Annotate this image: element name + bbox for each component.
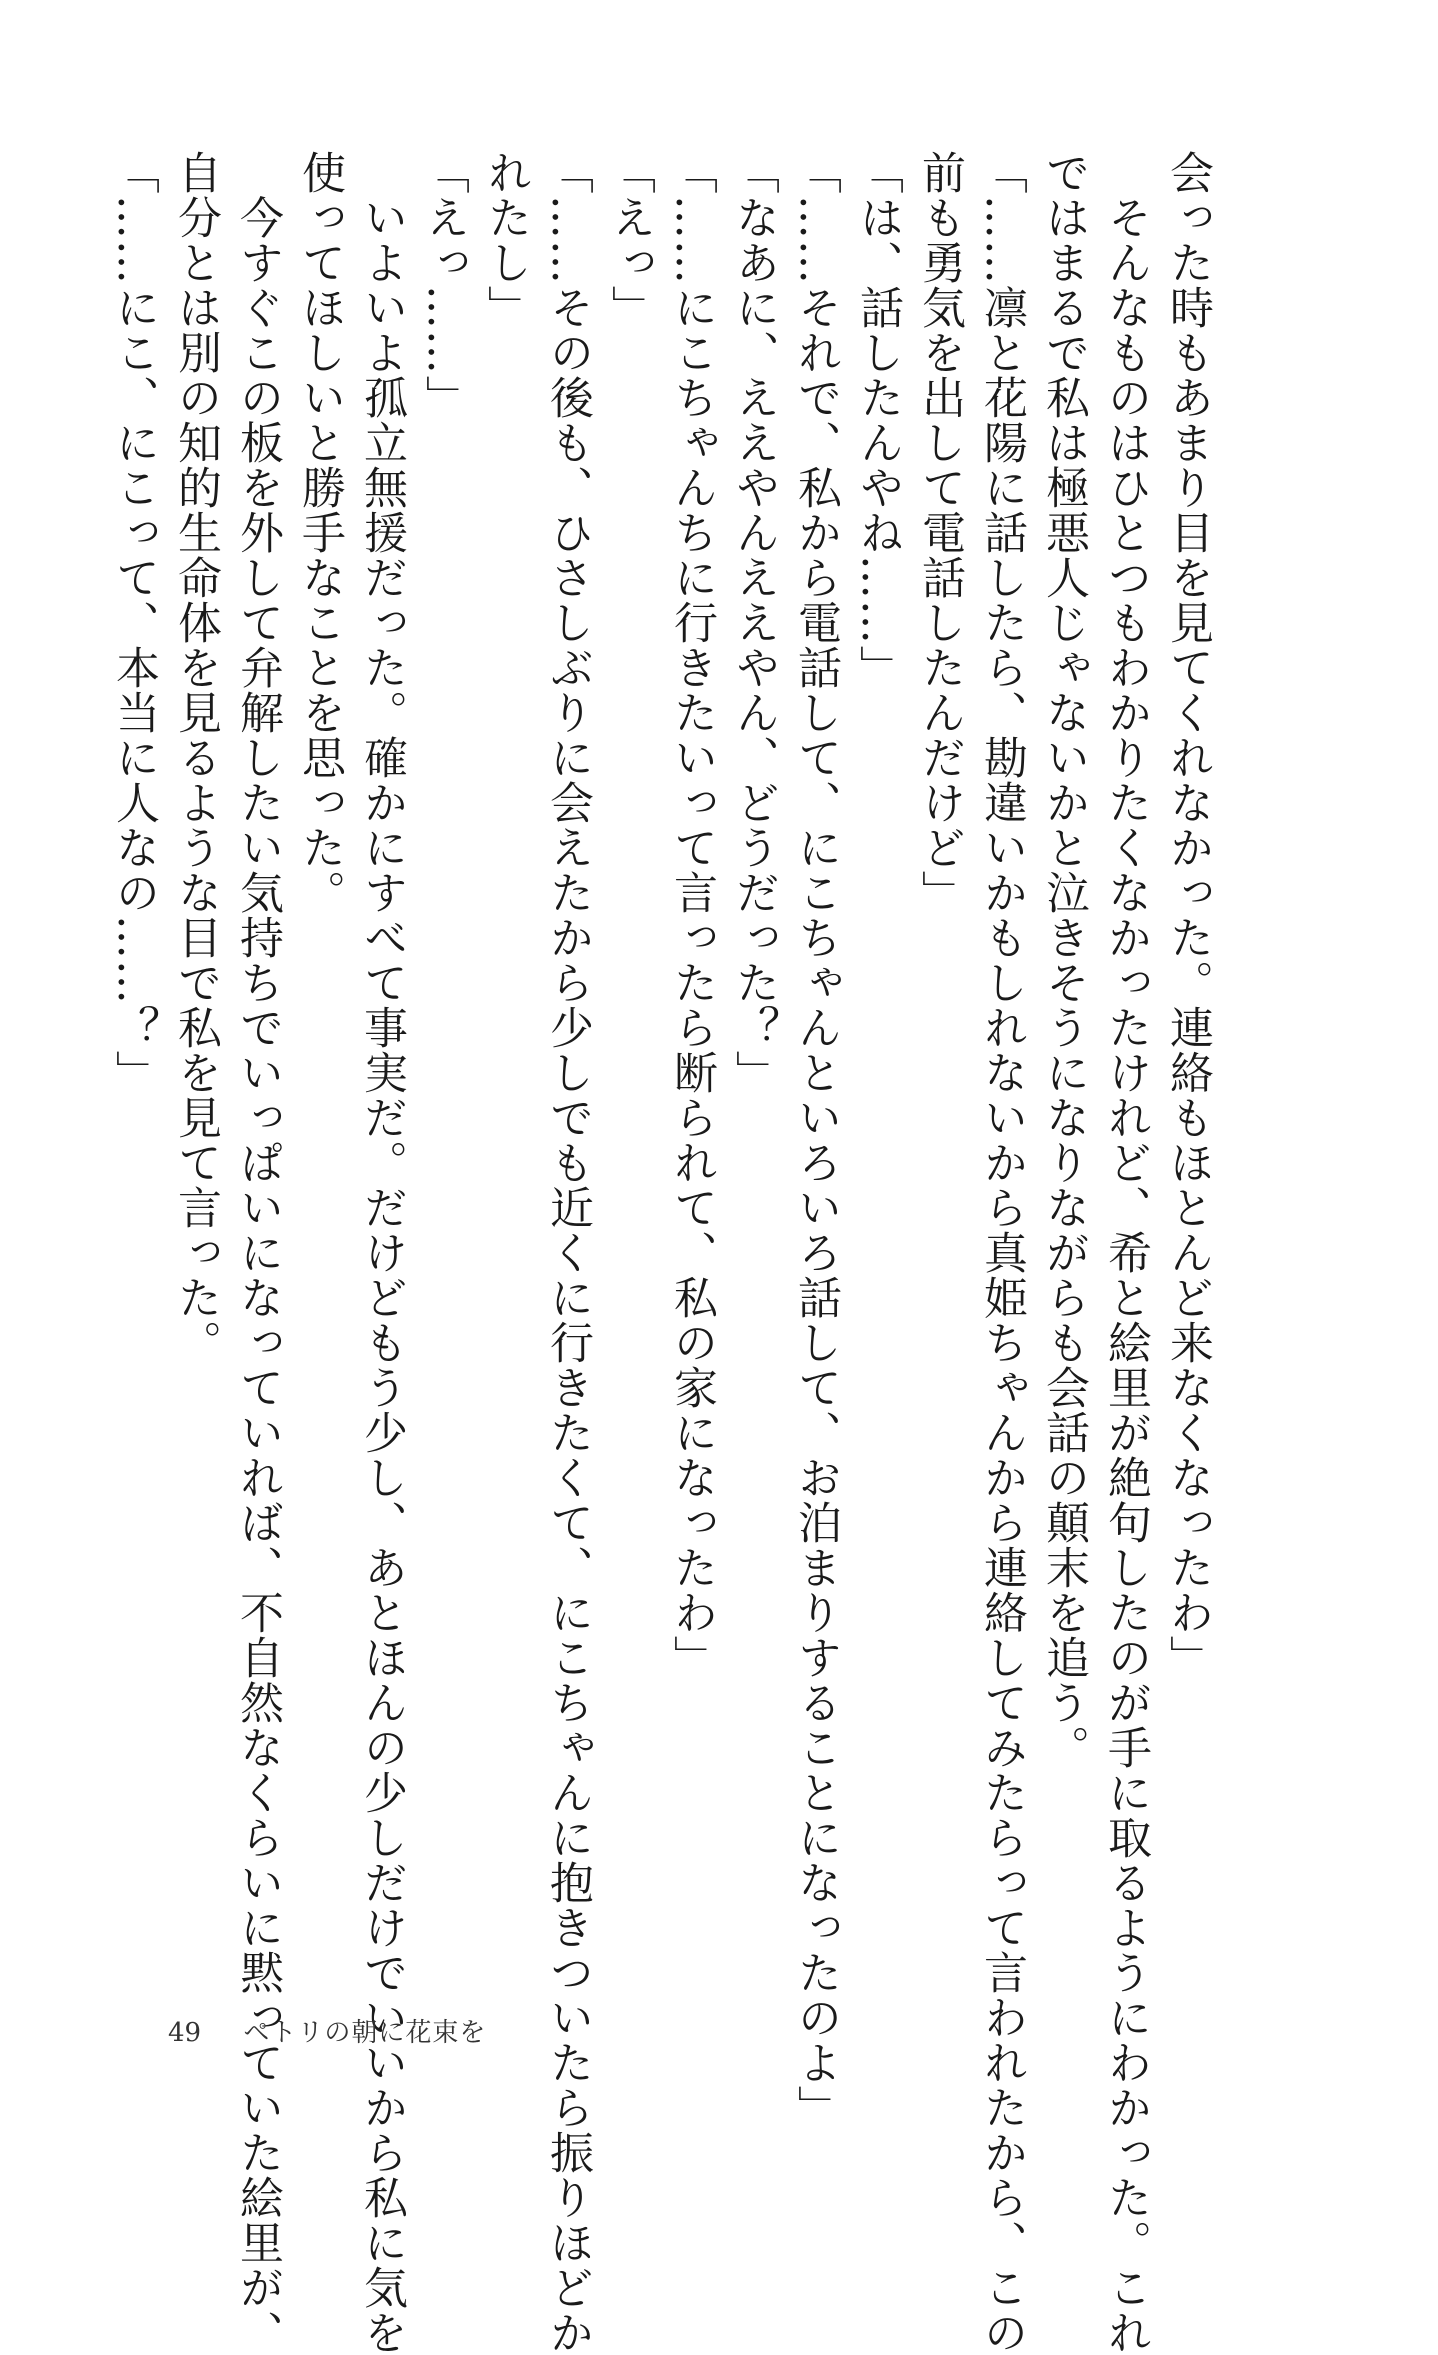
text-line: 「……それで、私から電話して、にこちゃんといろいろ話して、お泊まりすることになったのよ」 (790, 150, 841, 2130)
page-footer (168, 2012, 486, 2049)
text-line: 「……凛と花陽に話したら、勘違いかもしれないから真姫ちゃんから連絡してみたらって言われたから、この (976, 150, 1027, 2355)
page-number: 49 (168, 2018, 202, 2048)
text-line: 自分とは別の知的生命体を見るような目で私を見て言った。 (170, 150, 221, 1365)
text-line: 前も勇気を出して電話したんだけど」 (914, 150, 965, 915)
text-line: 会った時もあまり目を見てくれなかった。連絡もほとんど来なくなったわ」 (1162, 150, 1213, 1680)
text-line: 使ってほしいと勝手なことを思った。 (294, 150, 345, 915)
text-line: ではまるで私は極悪人じゃないかと泣きそうになりながらも会話の顛末を追う。 (1038, 150, 1089, 1770)
text-line: 「……にこ、にこって、本当に人なの……？」 (108, 150, 159, 1095)
text-line: 「は、話したんやね……」 (852, 150, 903, 690)
text-line: 「なあに、ええやんええやん、どうだった？」 (728, 150, 779, 1095)
text-line: そんなものはひとつもわかりたくなかったけれど、希と絵里が絶句したのが手に取るようにわかった。これ (1100, 150, 1151, 2355)
text-line: 「えっ」 (604, 150, 655, 330)
text-line: れたし」 (480, 150, 531, 330)
text-line: 「えっ……」 (418, 150, 469, 420)
text-line: 「……その後も、ひさしぶりに会えたから少しでも近くに行きたくて、にこちゃんに抱きついたら振りほどか (542, 150, 593, 2355)
running-title: ペトリの朝に花束を (243, 2018, 487, 2048)
text-line: 今すぐこの板を外して弁解したい気持ちでいっぱいになっていれば、不自然なくらいに黙っていた絵里が、 (232, 150, 283, 2355)
text-line: いよいよ孤立無援だった。確かにすべて事実だ。だけどもう少し、あとほんの少しだけでいいから私に気を (356, 150, 407, 2355)
vertical-body-text (102, 150, 1218, 2355)
text-line: 「……にこちゃんちに行きたいって言ったら断られて、私の家になったわ」 (666, 150, 717, 1680)
